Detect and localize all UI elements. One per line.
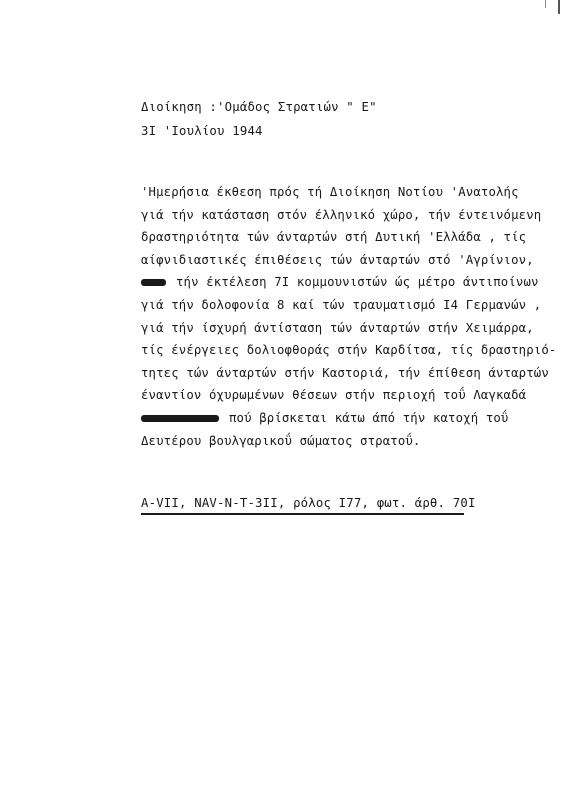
body-line-with-redaction bbox=[141, 271, 556, 294]
redaction-mark bbox=[141, 415, 219, 422]
scan-edge-mark bbox=[558, 0, 560, 14]
reference-underline bbox=[141, 513, 464, 515]
body-line: δραστηριότητα τών άνταρτών στή Δυτική 'Ελλάδα , τίς bbox=[141, 230, 527, 245]
body-line: 'Ημερήσια έκθεση πρός τή Διοίκηση Νοτίου 'Ανατολής bbox=[141, 185, 519, 199]
body-line: γιά τήν κατάσταση στόν έλληνικό χώρο, τήν έντεινόμενη bbox=[141, 207, 542, 222]
body-line: έναντίον όχυρωμένων θέσεων στήν περιοχή τοΰ Λαγκαδά bbox=[141, 388, 527, 403]
body-line-with-redaction bbox=[141, 407, 556, 430]
body-line: τίς ένέργειες δολιοφθοράς στήν Καρδίτσα, τίς δραστηριό- bbox=[141, 343, 557, 358]
body-line: Δευτέρου βουλγαρικοΰ σώματος στρατοΰ. bbox=[141, 433, 421, 448]
body-line-text: τήν έκτέλεση 7Ι κομμουνιστών ώς μέτρο άντιποίνων bbox=[176, 275, 539, 290]
header-command: Διοίκηση :'Ομάδος Στρατιών " Ε" bbox=[141, 100, 377, 114]
scan-edge-mark-small bbox=[545, 0, 546, 8]
body-line: γιά τήν δολοφονία 8 καί τών τραυματισμό Ι4 Γερμανών , bbox=[141, 297, 542, 312]
body-line: γιά τήν ίσχυρή άντίσταση τών άνταρτών στήν Χειμάρρα, bbox=[141, 320, 534, 335]
body-line: τητες τών άνταρτών στήν Καστοριά, τήν έπίθεση άνταρτών bbox=[141, 365, 549, 380]
body-line: αίφνιδιαστικές έπιθέσεις τών άνταρτών στό 'Αγρίνιον, bbox=[141, 252, 534, 267]
header-date: 3Ι 'Ιουλίου 1944 bbox=[141, 124, 263, 138]
report-body bbox=[141, 181, 556, 452]
body-line-text: πού βρίσκεται κάτω άπό τήν κατοχή τοΰ bbox=[229, 410, 509, 425]
document-header bbox=[141, 95, 377, 143]
redaction-mark bbox=[141, 279, 166, 286]
archive-reference: A-VII, NAV-N-T-3ΙΙ, ρόλος Ι77, φωτ. άρθ. 70Ι bbox=[141, 496, 476, 510]
